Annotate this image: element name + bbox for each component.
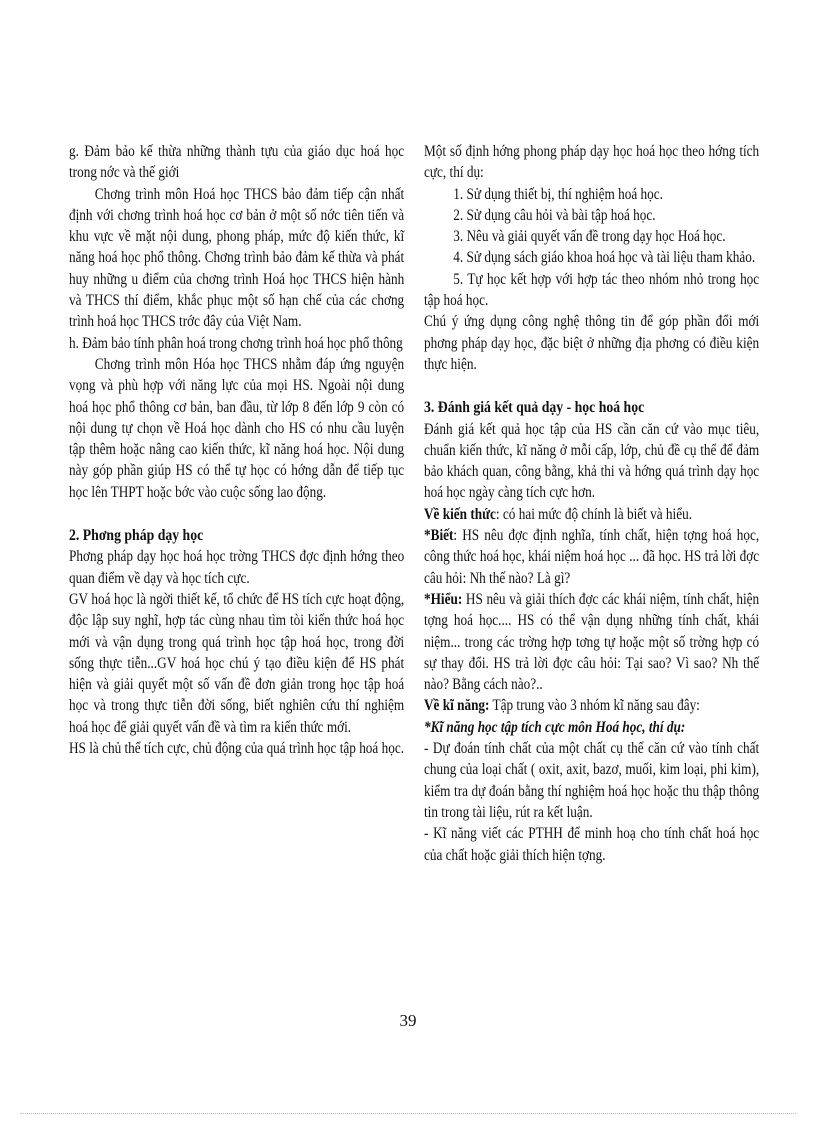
page-number: 39 [399,1011,417,1030]
heading-g: g. Đảm bảo kế thừa những thành tựu của giáo dục hoá học trong nớc và thế giới [69,143,405,182]
skills-line [424,695,759,716]
it-note: Chú ý ứng dụng công nghệ thông tin để góp phần đổi mới phơng pháp dạy học, đặc biệt ở những địa phơng có điều kiện thực hiện. [424,313,760,373]
section-2-paragraph-3: HS là chủ thể tích cực, chủ động của quá trình học tập hoá học. [69,740,405,758]
skills-group-label: *Kĩ năng học tập tích cực môn Hoá học, thí dụ: [424,718,686,736]
skills-paragraph-2: - Kĩ năng viết các PTHH để minh hoạ cho tính chất hoá học của chất hoặc giải thích hiện tợng. [424,825,760,864]
right-column [424,141,760,866]
paragraph-g: Chơng trình môn Hoá học THCS bảo đảm tiếp cận nhất định với chơng trình hoá học cơ bản ở một số nớc tiên tiến và khu vực về mặt nội dung, phong pháp, mức độ kiến thức, kĩ năng hoá học phổ thông. Chơng trình bảo đảm kế thừa và phát huy những u điểm của chơng trình Hoá học THCS hiện hành và THCS thí điểm, khắc phục một số hạn chế của các chơng trình hoá học THCS trớc đây của Việt Nam. [69,185,405,331]
method-item: 5. Tự học kết hợp với hợp tác theo nhóm nhỏ trong học tập hoá học. [424,270,760,310]
heading-h: h. Đảm bảo tính phân hoá trong chơng trình hoá học phổ thông [69,334,403,352]
method-item: 2. Sử dụng câu hỏi và bài tập hoá học. [453,206,656,224]
bottom-dotted-rule [20,1113,796,1114]
know-paragraph [424,525,759,589]
section-2-paragraph-1: Phơng pháp dạy học hoá học trờng THCS đợc định hớng theo quan điểm về dạy và học tích cực. [69,548,405,587]
skills-group-title [424,717,759,738]
understand-text: HS nêu và giải thích đợc các khái niệm, tính chất, hiện tợng hoá học.... HS có thể vận dụng những tính chất, khái niệm... trong các trờng hợp tơng tự hoặc một số trờng hợp có sự thay đổi. HS trả lời đợc câu hỏi: Tại sao? Vì sao? Nh thế nào? Bằng cách nào?.. [424,590,760,694]
section-2-paragraph-2: GV hoá học là ngời thiết kế, tổ chức để HS tích cực hoạt động, độc lập suy nghĩ, hợp tác cùng nhau tìm tòi kiến thức hoá học mới và vận dụng trong quá trình học tập hoá học, trong đời sống thực tiễn...GV hoá học chú ý tạo điều kiện để HS phát hiện và giải quyết một số vấn đề đơn giản trong học tập hoá học và trong thực tiễn đời sống, biết nghiên cứu thí nghiệm hoá học để giải quyết vấn đề và tìm ra kiến thức mới. [69,590,405,736]
knowledge-text: : có hai mức độ chính là biết và hiểu. [495,505,693,523]
section-3-paragraph-1: Đánh giá kết quả học tập của HS cần căn cứ vào mục tiêu, chuẩn kiến thức, kĩ năng ở mỗi cấp, lớp, chủ đề cụ thể để đảm bảo khách quan, công bằng, khả thi và hớng quá trình dạy học hoá học ngày càng tích cực hơn. [424,420,760,502]
know-text: : HS nêu đợc định nghĩa, tính chất, hiện tợng hoá học, công thức hoá học, khái niệm hoá học ... đã học. HS trả lời đợc câu hỏi: Nh thế nào? Là gì? [424,527,760,587]
understand-paragraph [424,589,759,695]
knowledge-label: Về kiến thức [424,505,496,523]
paragraph-h: Chơng trình môn Hóa học THCS nhằm đáp ứng nguyện vọng và phù hợp với năng lực của mọi HS. Ngoài nội dung hoá học phổ thông cơ bản, ban đầu, từ lớp 8 đến lớp 9 còn có nội dung tự chọn về Hoá học dành cho HS có nhu cầu luyện tập thêm hoặc nâng cao kiến thức, kĩ năng hoá học. Nội dung này góp phần giúp HS có thể tự học có hớng dẫn để tiếp tục học lên THPT hoặc bớc vào cuộc sống lao động. [69,355,405,501]
understand-label: *Hiểu: [424,590,463,608]
section-2-title: 2. Phơng pháp dạy học [69,527,204,545]
section-3-title: 3. Đánh giá kết quả dạy - học hoá học [424,399,645,417]
skills-label: Về kĩ năng: [424,697,490,715]
method-item: 4. Sử dụng sách giáo khoa hoá học và tài liệu tham khảo. [453,249,756,267]
method-item: 1. Sử dụng thiết bị, thí nghiệm hoá học. [453,185,663,203]
skills-paragraph-1: - Dự đoán tính chất của một chất cụ thể căn cứ vào tính chất chung của loại chất ( oxit, axit, bazơ, muối, kim loại, phi kim), kiểm tra dự đoán bằng thí nghiệm hoá học hoặc thu thập thông tin trong tài liệu, rút ra kết luận. [424,740,760,821]
knowledge-line [424,504,759,525]
left-column [69,141,405,759]
know-label: *Biết [424,527,454,545]
skills-text: Tập trung vào 3 nhóm kĩ năng sau đây: [489,697,700,715]
methods-intro: Một số định hớng phong pháp dạy học hoá học theo hớng tích cực, thí dụ: [424,143,760,182]
method-item: 3. Nêu và giải quyết vấn đề trong dạy học Hoá học. [453,228,726,246]
